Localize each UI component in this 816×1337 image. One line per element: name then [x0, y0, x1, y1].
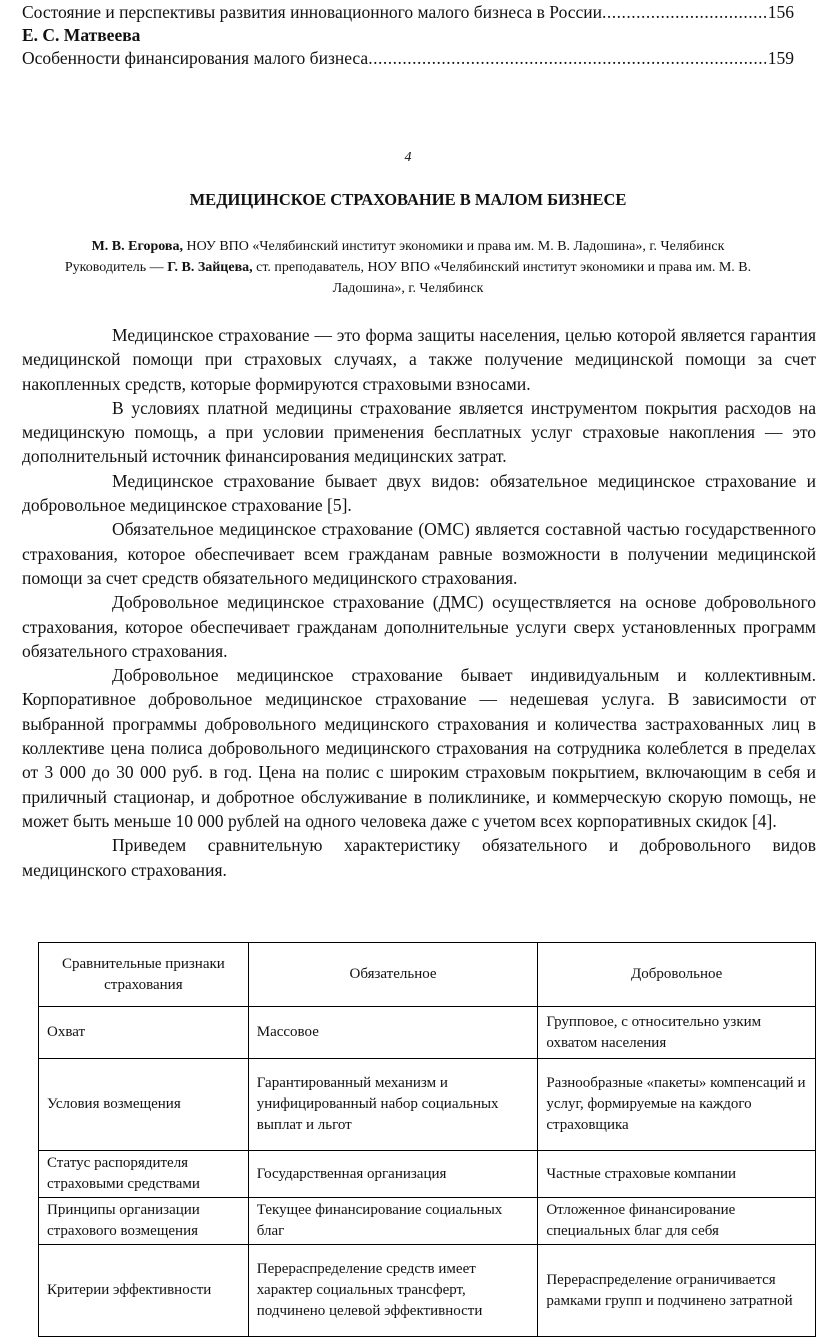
table-row	[39, 1007, 816, 1059]
table-cell: Групповое, с относительно узким охватом населения	[538, 1007, 816, 1059]
paragraph: Обязательное медицинское страхование (ОМС) является составной частью государственного страхования, которое обеспечивает всем гражданам равные возможности в получении медицинской помощи за счет средств обязательного медицинского страхования.	[22, 519, 816, 588]
table-cell: Гарантированный механизм и унифицированный набор социальных выплат и льгот	[248, 1059, 538, 1151]
author-affiliation: НОУ ВПО «Челябинский институт экономики и права им. М. В. Ладошина», г. Челябинск	[183, 239, 725, 254]
table-row	[39, 1151, 816, 1198]
table-row	[39, 1245, 816, 1337]
table-cell: Массовое	[248, 1007, 538, 1059]
article-body	[22, 323, 816, 882]
table-row	[39, 1198, 816, 1245]
comparison-table	[38, 942, 816, 1337]
page-number: 4	[404, 150, 412, 165]
supervisor-affiliation: ст. преподаватель, НОУ ВПО «Челябинский институт экономики и права им. М. В. Ладошина», г. Челябинск	[252, 260, 752, 296]
toc-entry-page: 159	[767, 48, 794, 68]
toc-dot-leader	[602, 0, 766, 24]
table-header-cell: Обязательное	[248, 943, 538, 1007]
toc-entry-title: Особенности финансирования малого бизнеса	[22, 48, 369, 68]
table-row	[39, 1059, 816, 1151]
author-line	[40, 236, 776, 257]
supervisor-label: Руководитель —	[64, 260, 168, 275]
paragraph: Медицинское страхование бывает двух видов: обязательное медицинское страхование и добровольное медицинское страхование [5].	[22, 470, 816, 516]
table-header-cell: Сравнительные признаки страхования	[39, 943, 249, 1007]
author-name: М. В. Егорова,	[91, 239, 183, 254]
article-authors	[40, 236, 776, 299]
supervisor-name: Г. В. Зайцева,	[167, 260, 253, 275]
table-cell: Текущее финансирование социальных благ	[248, 1198, 538, 1245]
toc-entry[interactable]	[22, 46, 794, 70]
table-cell: Перераспределение ограничивается рамками групп и подчинено затратной	[538, 1245, 816, 1337]
paragraph: Приведем сравнительную характеристику обязательного и добровольного видов медицинского страхования.	[22, 835, 816, 880]
toc-entry-page: 156	[767, 2, 794, 22]
toc-entry[interactable]	[22, 0, 794, 24]
toc-author: Е. С. Матвеева	[22, 25, 141, 45]
toc-entry-title: Состояние и перспективы развития инновационного малого бизнеса в России	[22, 2, 603, 22]
supervisor-line	[40, 257, 776, 299]
table-cell: Отложенное финансирование специальных благ для себя	[538, 1198, 816, 1245]
table-cell: Принципы организации страхового возмещения	[39, 1198, 249, 1245]
table-of-contents	[22, 0, 794, 70]
table-header-cell: Добровольное	[538, 943, 816, 1007]
table-cell: Разнообразные «пакеты» компенсаций и услуг, формируемые на каждого страховщика	[538, 1059, 816, 1151]
paragraph: В условиях платной медицины страхование является инструментом покрытия расходов на медицинскую помощь, а при условии применения бесплатных услуг страховые накопления — это дополнительный источник финансирования медицинских затрат.	[22, 397, 816, 467]
table-cell: Статус распорядителя страховыми средствами	[39, 1151, 249, 1198]
article-title: МЕДИЦИНСКОЕ СТРАХОВАНИЕ В МАЛОМ БИЗНЕСЕ	[189, 190, 627, 209]
table-cell: Частные страховые компании	[538, 1151, 816, 1198]
table-header-row	[39, 943, 816, 1007]
table-cell: Критерии эффективности	[39, 1245, 249, 1337]
table-cell: Условия возмещения	[39, 1059, 249, 1151]
paragraph: Добровольное медицинское страхование (ДМС) осуществляется на основе добровольного страхования, которое обеспечивает гражданам дополнительные услуги сверх установленных программ обязательного страхования.	[22, 592, 816, 661]
table-cell: Охват	[39, 1007, 249, 1059]
paragraph: Медицинское страхование — это форма защиты населения, целью которой является гарантия медицинской помощи при страховых случаях, а также получение медицинской помощи за счет накопленных средств, которые формируются страховыми взносами.	[22, 325, 816, 394]
table-cell: Перераспределение средств имеет характер социальных трансферт, подчинено целевой эффективности	[248, 1245, 538, 1337]
toc-dot-leader	[368, 46, 766, 70]
paragraph: Добровольное медицинское страхование бывает индивидуальным и коллективным. Корпоративное добровольное медицинское страхование — недешевая услуга. В зависимости от выбранной программы добровольного медицинского страхования и количества застрахованных лиц в коллективе цена полиса добровольного медицинского страхования на сотрудника колеблется в пределах от 3 000 до 30 000 руб. в год. Цена на полис с широким страховым покрытием, включающим в себя и приличный стационар, и добротное обслуживание в поликлинике, и коммерческую скорую помощь, не может быть меньше 10 000 рублей на одного человека даже с учетом всех корпоративных скидок [4].	[22, 665, 816, 831]
table-cell: Государственная организация	[248, 1151, 538, 1198]
